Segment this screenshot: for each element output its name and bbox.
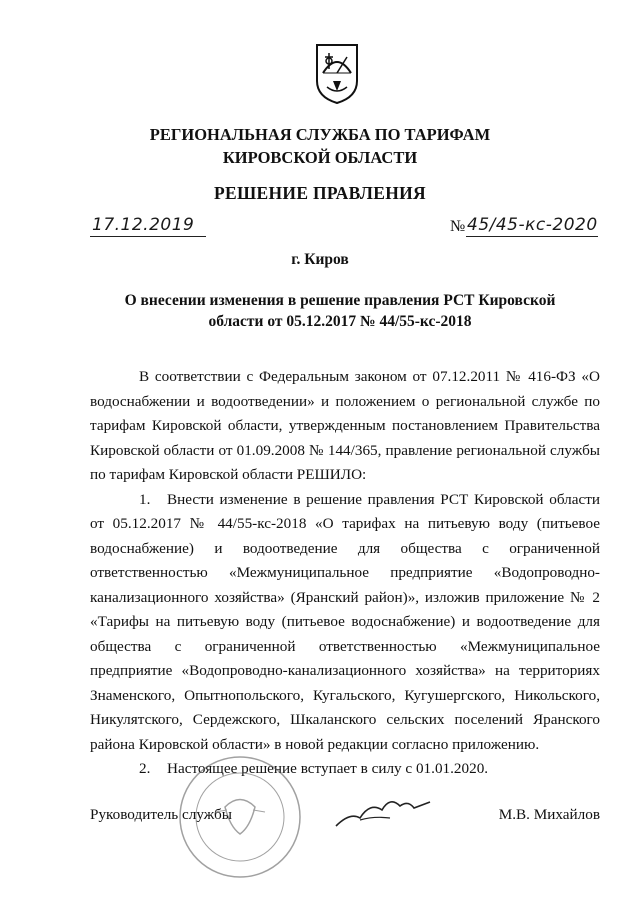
decision-title: РЕШЕНИЕ ПРАВЛЕНИЯ bbox=[214, 183, 426, 203]
item-text: Настоящее решение вступает в силу с 01.01.2020. bbox=[167, 760, 489, 777]
decision-date: 17.12.2019 bbox=[92, 215, 195, 235]
signer-name: М.В. Михайлов bbox=[498, 806, 600, 823]
decision-number: 45/45-кс-2020 bbox=[467, 215, 598, 235]
city: г. Киров bbox=[291, 251, 349, 268]
signer-position: Руководитель службы bbox=[90, 806, 232, 823]
item-marker: 2. bbox=[139, 760, 151, 777]
list-item bbox=[90, 757, 600, 782]
agency-name-line2: КИРОВСКОЙ ОБЛАСТИ bbox=[222, 148, 418, 167]
agency-name-line1: РЕГИОНАЛЬНАЯ СЛУЖБА ПО ТАРИФАМ bbox=[149, 125, 491, 144]
list-item bbox=[90, 488, 600, 758]
subject-line1: О внесении изменения в решение правления РСТ Кировской bbox=[124, 292, 556, 309]
coat-of-arms-icon bbox=[313, 43, 361, 105]
number-sign: № bbox=[450, 218, 466, 235]
decision-subject bbox=[100, 290, 580, 332]
signature-icon bbox=[330, 792, 440, 832]
decision-body bbox=[90, 365, 600, 782]
agency-name bbox=[0, 123, 640, 169]
item-text: Внести изменение в решение правления РСТ Кировской области от 05.12.2017 № 44/55-кс-2018 «О тарифах на питьевую воду (питьевое водоснабжение) и водоотведение для общества с ограниченной ответственностью «Межмуниципальное предприятие «Водопроводно-канализационного хозяйства» (Яранский район)», изложив приложение № 2 «Тарифы на питьевую воду (питьевое водоснабжение) и водоотведение для общества с ограниченной ответственностью «Межмуниципальное предприятие «Водопроводно-канализационного хозяйства» на территориях Знаменского, Опытнопольского, Кугальского, Кугушергского, Никольского, Никулятского, Сердежского, Шкаланского сельских поселений Яранского района Кировской области» в новой редакции согласно приложению. bbox=[90, 490, 600, 753]
item-marker: 1. bbox=[139, 490, 151, 508]
subject-line2: области от 05.12.2017 № 44/55-кс-2018 bbox=[208, 313, 472, 330]
date-underline bbox=[90, 236, 206, 237]
number-underline bbox=[466, 236, 598, 237]
preamble: В соответствии с Федеральным законом от 07.12.2011 № 416-ФЗ «О водоснабжении и водоотведении» и положением о региональной службе по тарифам Кировской области, утвержденным постановлением Правительства Кировской области от 01.09.2008 № 144/365, правление региональной службы по тарифам Кировской области РЕШИЛО: bbox=[90, 368, 600, 483]
